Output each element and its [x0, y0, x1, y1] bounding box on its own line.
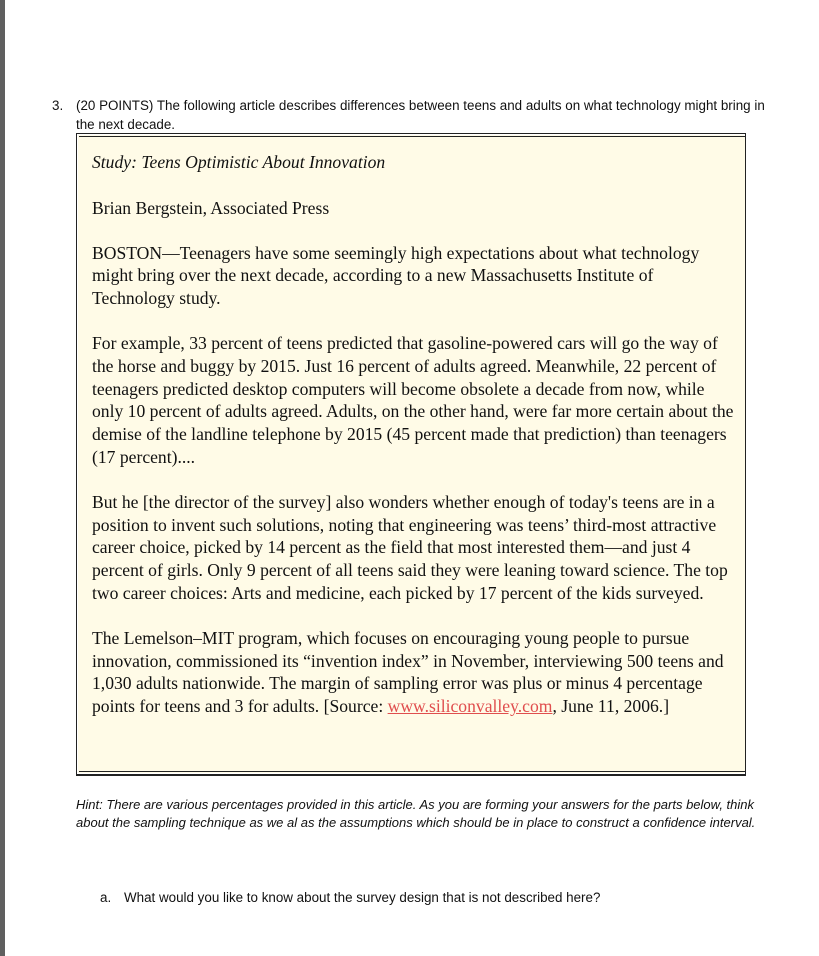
- question-3: [52, 97, 782, 134]
- question-text: (20 POINTS) The following article describes differences between teens and adults on what technology might bring in the next decade.: [76, 98, 765, 132]
- hint-text: Hint: There are various percentages provided in this article. As you are forming your answers for the parts below, think about the sampling technique as we al as the assumptions which should be in place to construct a confidence interval.: [76, 797, 756, 831]
- article-paragraph-2: For example, 33 percent of teens predicted that gasoline-powered cars will go the way of the horse and buggy by 2015. Just 16 percent of adults agreed. Meanwhile, 22 percent of teenagers predicted desktop computers will become obsolete a decade from now, while only 10 percent of adults agreed. Adults, on the other hand, were far more certain about the demise of the landline telephone by 2015 (45 percent made that prediction) than teenagers (17 percent)....: [92, 332, 734, 467]
- article-byline: Brian Bergstein, Associated Press: [92, 197, 330, 218]
- article-box: [76, 133, 746, 775]
- page-edge-bar: [0, 0, 5, 956]
- article-content: [92, 151, 737, 740]
- subquestion-text: What would you like to know about the survey design that is not described here?: [124, 890, 601, 905]
- article-title: Study: Teens Optimistic About Innovation: [92, 152, 386, 172]
- article-paragraph-4-text: The Lemelson–MIT program, which focuses on encouraging young people to pursue innovation, commissioned its “invention index” in November, interviewing 500 teens and 1,030 adults nationwide. The margin of sampling error was plus or minus 4 percentage points for teens and 3 for adults. [Source:: [92, 627, 724, 717]
- article-paragraph-4: [92, 627, 737, 718]
- source-link[interactable]: www.siliconvalley.com: [387, 696, 553, 717]
- article-paragraph-3: But he [the director of the survey] also wonders whether enough of today's teens are in a position to invent such solutions, noting that engineering was teens’ third-most attractive career choice, picked by 14 percent as the field that most interested them—and just 4 percent of girls. Only 9 percent of all teens said they were leaning toward science. The top two career choices: Arts and medicine, each picked by 17 percent of the kids surveyed.: [92, 491, 728, 603]
- question-number: 3.: [52, 98, 64, 113]
- article-paragraph-1: BOSTON—Teenagers have some seemingly high expectations about what technology might bring over the next decade, according to a new Massachusetts Institute of Technology study.: [92, 242, 700, 309]
- subquestion-a: [100, 889, 600, 907]
- article-paragraph-4-end: , June 11, 2006.]: [552, 696, 670, 717]
- subquestion-letter: a.: [100, 890, 112, 905]
- article-inner-frame: [79, 136, 745, 772]
